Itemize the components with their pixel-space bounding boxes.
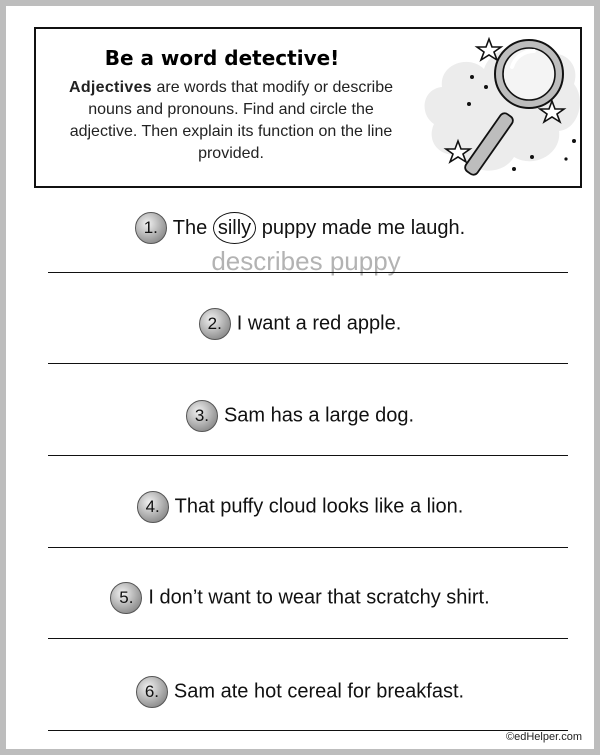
question-number-badge: 5. xyxy=(110,582,142,614)
question-number-badge: 6. xyxy=(136,676,168,708)
detective-illustration xyxy=(414,29,582,186)
instructions-box xyxy=(34,27,582,188)
question-text: I want a red apple. xyxy=(236,312,402,335)
answer-line-5[interactable] xyxy=(48,638,568,639)
answer-line-2[interactable] xyxy=(48,363,568,364)
answer-line-6[interactable] xyxy=(48,730,568,731)
question-number-badge: 2. xyxy=(199,308,231,340)
question-number-badge: 3. xyxy=(186,400,218,432)
instructions-text xyxy=(56,77,406,165)
answer-line-4[interactable] xyxy=(48,547,568,548)
question-text-before: The xyxy=(172,217,213,239)
instructions-term: Adjectives xyxy=(68,79,153,96)
question-4 xyxy=(6,491,594,523)
question-number-badge: 4. xyxy=(137,491,169,523)
question-1 xyxy=(6,212,594,244)
worksheet-title: Be a word detective! xyxy=(104,46,340,70)
circled-adjective: silly xyxy=(213,212,256,244)
question-text: That puffy cloud looks like a lion. xyxy=(174,495,464,518)
answer-line-1[interactable] xyxy=(48,272,568,273)
question-2 xyxy=(6,308,594,340)
question-text: Sam ate hot cereal for breakfast. xyxy=(173,680,465,703)
instructions-description: are words that modify or describe nouns and pronouns. Find and circle the adjective. Then explain its function on the line provided. xyxy=(69,79,394,162)
sample-answer: describes puppy xyxy=(211,246,401,276)
question-text xyxy=(173,217,465,239)
answer-line-3[interactable] xyxy=(48,455,568,456)
question-text-after: puppy made me laugh. xyxy=(256,217,466,239)
question-text: I don’t want to wear that scratchy shirt. xyxy=(148,586,490,609)
question-5 xyxy=(6,582,594,614)
question-number-badge: 1. xyxy=(135,212,167,244)
question-3 xyxy=(6,400,594,432)
question-text: Sam has a large dog. xyxy=(223,404,415,427)
question-6 xyxy=(6,676,594,708)
copyright-notice: ©edHelper.com xyxy=(506,731,582,743)
